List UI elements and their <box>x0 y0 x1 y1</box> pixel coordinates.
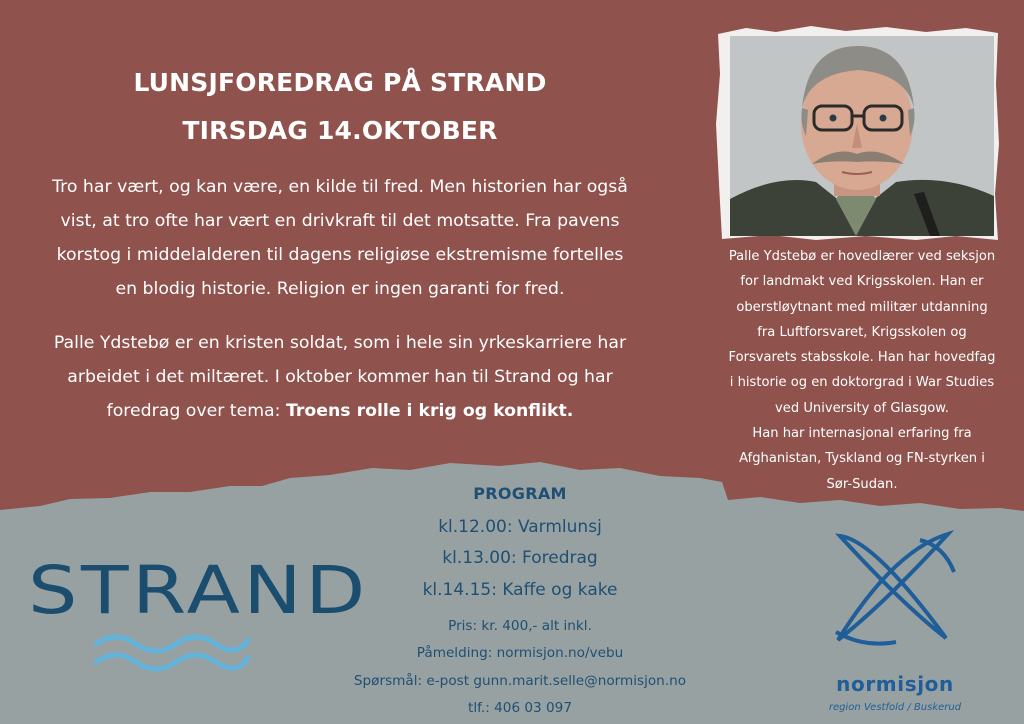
price-info: Pris: kr. 400,- alt inkl. <box>448 618 592 634</box>
speaker-line-prefix: foredrag over tema: <box>106 401 286 421</box>
program-title: PROGRAM <box>473 484 567 503</box>
lecture-topic: Troens rolle i krig og konflikt. <box>285 401 574 421</box>
intro-line: en blodig historie. Religion er ingen garanti for fred. <box>115 279 565 299</box>
strand-logo: STRAND <box>28 552 369 629</box>
signup-info: Påmelding: normisjon.no/vebu <box>416 645 624 661</box>
speaker-photo <box>716 24 1000 242</box>
speaker-paragraph <box>30 326 650 428</box>
strand-waves-icon <box>92 628 252 672</box>
bio-line: for landmakt ved Krigsskolen. Han er <box>740 274 984 290</box>
normisjon-logo-text: normisjon <box>836 672 954 696</box>
bio-line: i historie og en doktorgrad i War Studies <box>729 375 995 391</box>
event-date: TIRSDAG 14.OKTOBER <box>182 116 498 145</box>
bio-line: Forsvarets stabsskole. Han har hovedfag <box>728 350 996 366</box>
contact-phone: tlf.: 406 03 097 <box>468 700 572 716</box>
bio-line: Han har internasjonal erfaring fra <box>752 426 972 442</box>
speaker-line: Palle Ydstebø er en kristen soldat, som i hele sin yrkeskarriere har <box>53 333 627 353</box>
bio-line: Afghanistan, Tyskland og FN-styrken i <box>739 451 985 467</box>
program-item: kl.14.15: Kaffe og kake <box>422 580 618 600</box>
bio-line: Palle Ydstebø er hovedlærer ved seksjon <box>728 249 996 264</box>
intro-line: vist, at tro ofte har vært en drivkraft til det motsatte. Fra pavens <box>60 211 620 231</box>
normisjon-cross-icon <box>824 520 964 655</box>
contact-email: Spørsmål: e-post gunn.marit.selle@normisjon.no <box>353 673 687 689</box>
bio-line: fra Luftforsvaret, Krigsskolen og <box>757 324 967 340</box>
event-title: LUNSJFOREDRAG PÅ STRAND <box>133 68 547 97</box>
intro-line: Tro har vært, og kan være, en kilde til fred. Men historien har også <box>52 177 628 197</box>
program-item: kl.13.00: Foredrag <box>442 548 598 568</box>
intro-line: korstog i middelalderen til dagens religiøse ekstremisme fortelles <box>56 245 624 265</box>
speaker-line: arbeidet i det miltæret. I oktober kommer han til Strand og har <box>67 367 613 387</box>
bio-line: oberstløytnant med militær utdanning <box>736 299 988 315</box>
speaker-line <box>30 394 650 428</box>
bio-line: Sør-Sudan. <box>826 476 898 492</box>
intro-paragraph <box>30 170 650 306</box>
speaker-bio <box>712 244 1012 497</box>
bio-line: ved University of Glasgow. <box>775 400 949 416</box>
normisjon-region: region Vestfold / Buskerud <box>828 702 962 713</box>
program-item: kl.12.00: Varmlunsj <box>438 517 602 537</box>
